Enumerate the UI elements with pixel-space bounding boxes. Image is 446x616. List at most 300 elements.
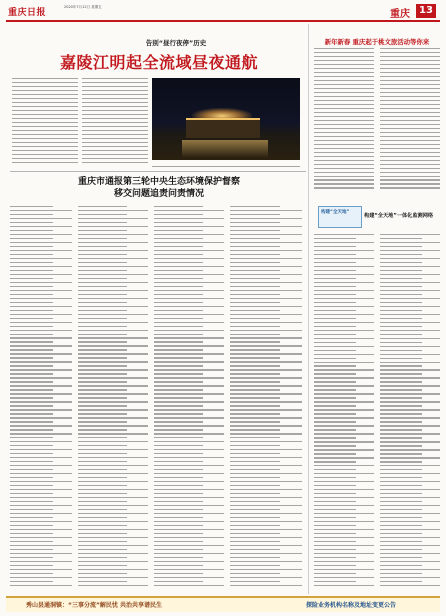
text-line: [314, 326, 356, 327]
text-line: [380, 326, 422, 327]
text-line: [380, 397, 422, 398]
text-line: [230, 425, 302, 426]
text-line: [230, 545, 302, 546]
text-line: [314, 417, 374, 418]
text-line: [154, 449, 224, 450]
text-line: [314, 160, 374, 161]
text-line: [154, 298, 224, 299]
text-line: [10, 286, 53, 287]
text-line: [230, 234, 302, 235]
text-line: [380, 541, 422, 542]
footer-ad-right-title: 探险业务机构名称及地址变更公告: [306, 602, 397, 609]
text-line: [10, 290, 72, 291]
text-line: [154, 349, 203, 350]
text-line: [78, 337, 148, 338]
text-line: [380, 72, 440, 73]
text-line: [230, 377, 302, 378]
text-line: [230, 405, 280, 406]
text-line: [230, 238, 280, 239]
top-story-body-col-1: [12, 78, 78, 166]
text-line: [10, 469, 53, 470]
text-line: [380, 306, 440, 307]
text-line: [82, 110, 148, 111]
text-line: [154, 501, 203, 502]
text-line: [314, 537, 374, 538]
text-line: [230, 521, 302, 522]
text-line: [12, 82, 78, 83]
text-line: [380, 393, 440, 394]
text-line: [314, 258, 374, 259]
text-line: [314, 561, 374, 562]
text-line: [10, 306, 72, 307]
text-line: [380, 318, 422, 319]
text-line: [78, 270, 127, 271]
top-story-body-col-2: [82, 78, 148, 166]
text-line: [82, 98, 148, 99]
text-line: [10, 274, 72, 275]
text-line: [380, 140, 440, 141]
text-line: [10, 234, 72, 235]
text-line: [314, 533, 356, 534]
text-line: [230, 581, 280, 582]
text-line: [154, 477, 203, 478]
text-line: [380, 405, 422, 406]
text-line: [230, 294, 280, 295]
text-line: [314, 116, 374, 117]
text-line: [10, 497, 72, 498]
text-line: [12, 142, 78, 143]
text-line: [82, 150, 148, 151]
text-line: [380, 68, 440, 69]
text-line: [78, 318, 127, 319]
text-line: [314, 362, 374, 363]
text-line: [154, 401, 224, 402]
text-line: [78, 525, 127, 526]
text-line: [314, 385, 374, 386]
text-line: [314, 493, 356, 494]
text-line: [82, 78, 148, 79]
text-line: [82, 126, 148, 127]
text-line: [314, 365, 356, 366]
text-line: [314, 437, 356, 438]
text-line: [314, 72, 374, 73]
text-line: [154, 381, 203, 382]
text-line: [154, 294, 203, 295]
text-line: [230, 330, 302, 331]
text-line: [380, 581, 422, 582]
text-line: [380, 254, 422, 255]
text-line: [380, 373, 422, 374]
text-line: [82, 162, 148, 163]
text-line: [78, 302, 127, 303]
text-line: [314, 545, 374, 546]
text-line: [314, 156, 374, 157]
text-line: [154, 242, 224, 243]
text-line: [10, 565, 53, 566]
text-line: [10, 381, 53, 382]
text-line: [380, 553, 440, 554]
text-line: [230, 445, 280, 446]
text-line: [230, 501, 280, 502]
text-line: [10, 258, 72, 259]
masthead: [6, 4, 440, 22]
text-line: [314, 322, 374, 323]
second-story-headline-line-1: 重庆市通报第三轮中央生态环境保护督察: [77, 177, 240, 187]
text-line: [78, 266, 148, 267]
text-line: [78, 413, 127, 414]
text-line: [154, 529, 224, 530]
text-line: [314, 477, 356, 478]
text-line: [314, 64, 374, 65]
text-line: [154, 278, 203, 279]
text-line: [230, 334, 280, 335]
text-line: [314, 373, 356, 374]
text-line: [154, 585, 224, 586]
text-line: [78, 298, 148, 299]
text-line: [78, 409, 148, 410]
text-line: [314, 342, 356, 343]
text-line: [230, 393, 302, 394]
text-line: [314, 505, 374, 506]
text-line: [154, 445, 203, 446]
text-line: [154, 525, 203, 526]
text-line: [380, 156, 440, 157]
text-line: [154, 357, 203, 358]
text-line: [12, 126, 78, 127]
text-line: [230, 449, 302, 450]
text-line: [154, 557, 203, 558]
text-line: [230, 437, 280, 438]
text-line: [314, 445, 356, 446]
text-line: [154, 330, 224, 331]
right-column-body-4: [380, 234, 440, 589]
text-line: [10, 413, 53, 414]
text-line: [380, 497, 440, 498]
text-line: [314, 278, 356, 279]
text-line: [78, 569, 148, 570]
text-line: [154, 457, 224, 458]
text-line: [314, 389, 356, 390]
text-line: [230, 345, 302, 346]
text-line: [10, 553, 72, 554]
second-story-headline: [24, 176, 294, 200]
text-line: [78, 246, 127, 247]
text-line: [78, 206, 127, 207]
text-line: [380, 537, 440, 538]
text-line: [314, 270, 356, 271]
text-line: [380, 509, 422, 510]
text-line: [380, 314, 440, 315]
text-line: [380, 449, 440, 450]
text-line: [78, 553, 148, 554]
text-line: [78, 274, 148, 275]
text-line: [12, 114, 78, 115]
text-line: [12, 98, 78, 99]
text-line: [154, 473, 224, 474]
text-line: [12, 162, 78, 163]
text-line: [380, 525, 422, 526]
text-line: [12, 122, 78, 123]
text-line: [314, 473, 374, 474]
text-line: [10, 481, 72, 482]
text-line: [78, 433, 148, 434]
text-line: [230, 409, 302, 410]
text-line: [10, 314, 72, 315]
text-line: [230, 326, 280, 327]
text-line: [78, 497, 148, 498]
text-line: [12, 102, 78, 103]
text-line: [154, 210, 224, 211]
text-line: [380, 64, 440, 65]
water-reflection: [182, 140, 268, 158]
text-line: [314, 525, 356, 526]
text-line: [380, 187, 440, 188]
text-line: [314, 152, 374, 153]
text-line: [230, 401, 302, 402]
text-line: [154, 373, 203, 374]
text-line: [380, 286, 422, 287]
text-line: [380, 385, 440, 386]
text-line: [314, 254, 356, 255]
text-line: [78, 345, 148, 346]
text-line: [78, 290, 148, 291]
text-line: [380, 302, 422, 303]
text-line: [230, 577, 302, 578]
text-line: [380, 465, 440, 466]
text-line: [10, 226, 72, 227]
text-line: [314, 449, 374, 450]
text-line: [10, 361, 72, 362]
text-line: [154, 425, 224, 426]
text-line: [230, 517, 280, 518]
text-line: [10, 369, 72, 370]
text-line: [314, 457, 374, 458]
text-line: [78, 365, 127, 366]
text-line: [10, 262, 53, 263]
text-line: [78, 385, 148, 386]
text-line: [314, 84, 374, 85]
text-line: [78, 278, 127, 279]
text-line: [78, 326, 127, 327]
text-line: [82, 138, 148, 139]
text-line: [10, 449, 72, 450]
text-line: [230, 513, 302, 514]
text-line: [380, 513, 440, 514]
text-line: [78, 545, 148, 546]
text-line: [152, 166, 300, 167]
text-line: [78, 258, 148, 259]
text-line: [230, 306, 302, 307]
text-line: [314, 282, 374, 283]
text-line: [154, 302, 203, 303]
text-line: [78, 334, 127, 335]
text-line: [78, 310, 127, 311]
second-story-col-3: [154, 206, 224, 589]
text-line: [78, 369, 148, 370]
text-line: [10, 242, 72, 243]
text-line: [380, 234, 440, 235]
text-line: [12, 118, 78, 119]
text-line: [380, 413, 422, 414]
text-line: [380, 569, 440, 570]
text-line: [154, 489, 224, 490]
text-line: [230, 537, 302, 538]
right-column-body-2: [380, 48, 440, 191]
text-line: [314, 76, 374, 77]
text-line: [380, 56, 440, 57]
text-line: [78, 353, 148, 354]
text-line: [82, 118, 148, 119]
text-line: [78, 561, 148, 562]
text-line: [10, 385, 72, 386]
text-line: [10, 357, 53, 358]
text-line: [78, 210, 148, 211]
text-line: [380, 148, 440, 149]
text-line: [12, 78, 78, 79]
text-line: [230, 477, 280, 478]
text-line: [314, 573, 356, 574]
text-line: [230, 525, 280, 526]
text-line: [314, 306, 374, 307]
text-line: [78, 465, 148, 466]
text-line: [12, 154, 78, 155]
text-line: [380, 362, 440, 363]
text-line: [314, 234, 374, 235]
text-line: [10, 322, 72, 323]
text-line: [230, 473, 302, 474]
text-line: [10, 254, 53, 255]
text-line: [10, 509, 53, 510]
text-line: [230, 421, 280, 422]
text-line: [230, 242, 302, 243]
text-line: [154, 345, 224, 346]
text-line: [10, 246, 53, 247]
text-line: [230, 206, 280, 207]
text-line: [78, 242, 148, 243]
text-line: [154, 441, 224, 442]
text-line: [154, 521, 224, 522]
text-line: [154, 246, 203, 247]
text-line: [10, 485, 53, 486]
top-story-body-col-3: [152, 166, 300, 170]
text-line: [380, 48, 440, 49]
text-line: [78, 314, 148, 315]
text-line: [314, 290, 374, 291]
text-line: [230, 365, 280, 366]
text-line: [154, 385, 224, 386]
text-line: [380, 501, 422, 502]
text-line: [230, 573, 280, 574]
text-line: [230, 337, 302, 338]
text-line: [78, 218, 148, 219]
text-line: [380, 377, 440, 378]
text-line: [10, 266, 72, 267]
second-story-headline-line-2: 移交问题追责问责情况: [113, 189, 204, 199]
text-line: [154, 561, 224, 562]
text-line: [12, 110, 78, 111]
text-line: [380, 183, 440, 184]
text-line: [78, 481, 148, 482]
text-line: [78, 461, 127, 462]
text-line: [154, 405, 203, 406]
text-line: [380, 529, 440, 530]
text-line: [230, 461, 280, 462]
newspaper-logo: 重庆日报: [8, 8, 47, 18]
text-line: [78, 421, 127, 422]
text-line: [78, 282, 148, 283]
text-line: [154, 497, 224, 498]
text-line: [230, 357, 280, 358]
text-line: [230, 250, 302, 251]
text-line: [380, 258, 440, 259]
text-line: [78, 373, 127, 374]
text-line: [314, 557, 356, 558]
text-line: [154, 286, 203, 287]
text-line: [78, 493, 127, 494]
boat-shape: [186, 118, 260, 138]
text-line: [230, 529, 302, 530]
text-line: [154, 238, 203, 239]
text-line: [10, 337, 72, 338]
text-line: [10, 557, 53, 558]
text-line: [78, 505, 148, 506]
text-line: [12, 130, 78, 131]
text-line: [10, 493, 53, 494]
text-line: [380, 338, 440, 339]
text-line: [78, 449, 148, 450]
text-line: [314, 112, 374, 113]
text-line: [380, 381, 422, 382]
text-line: [380, 489, 440, 490]
text-line: [82, 130, 148, 131]
text-line: [314, 140, 374, 141]
text-line: [78, 357, 127, 358]
text-line: [78, 377, 148, 378]
text-line: [230, 489, 302, 490]
text-line: [380, 274, 440, 275]
column-divider: [308, 24, 309, 594]
page-number: 13: [416, 4, 436, 18]
text-line: [78, 294, 127, 295]
text-line: [380, 84, 440, 85]
text-line: [314, 56, 374, 57]
text-line: [10, 505, 72, 506]
text-line: [380, 76, 440, 77]
text-line: [380, 282, 440, 283]
text-line: [230, 266, 302, 267]
text-line: [380, 310, 422, 311]
text-line: [82, 158, 148, 159]
text-line: [78, 565, 127, 566]
text-line: [78, 541, 127, 542]
text-line: [230, 361, 302, 362]
text-line: [78, 517, 127, 518]
text-line: [78, 477, 127, 478]
text-line: [380, 505, 440, 506]
text-line: [230, 557, 280, 558]
text-line: [10, 282, 72, 283]
text-line: [10, 341, 53, 342]
text-line: [314, 179, 374, 180]
date-line: 2020年7月12日 星期五: [64, 5, 102, 9]
text-line: [10, 569, 72, 570]
text-line: [314, 517, 356, 518]
text-line: [12, 90, 78, 91]
text-line: [380, 270, 422, 271]
text-line: [380, 481, 440, 482]
text-line: [380, 294, 422, 295]
text-line: [314, 330, 374, 331]
